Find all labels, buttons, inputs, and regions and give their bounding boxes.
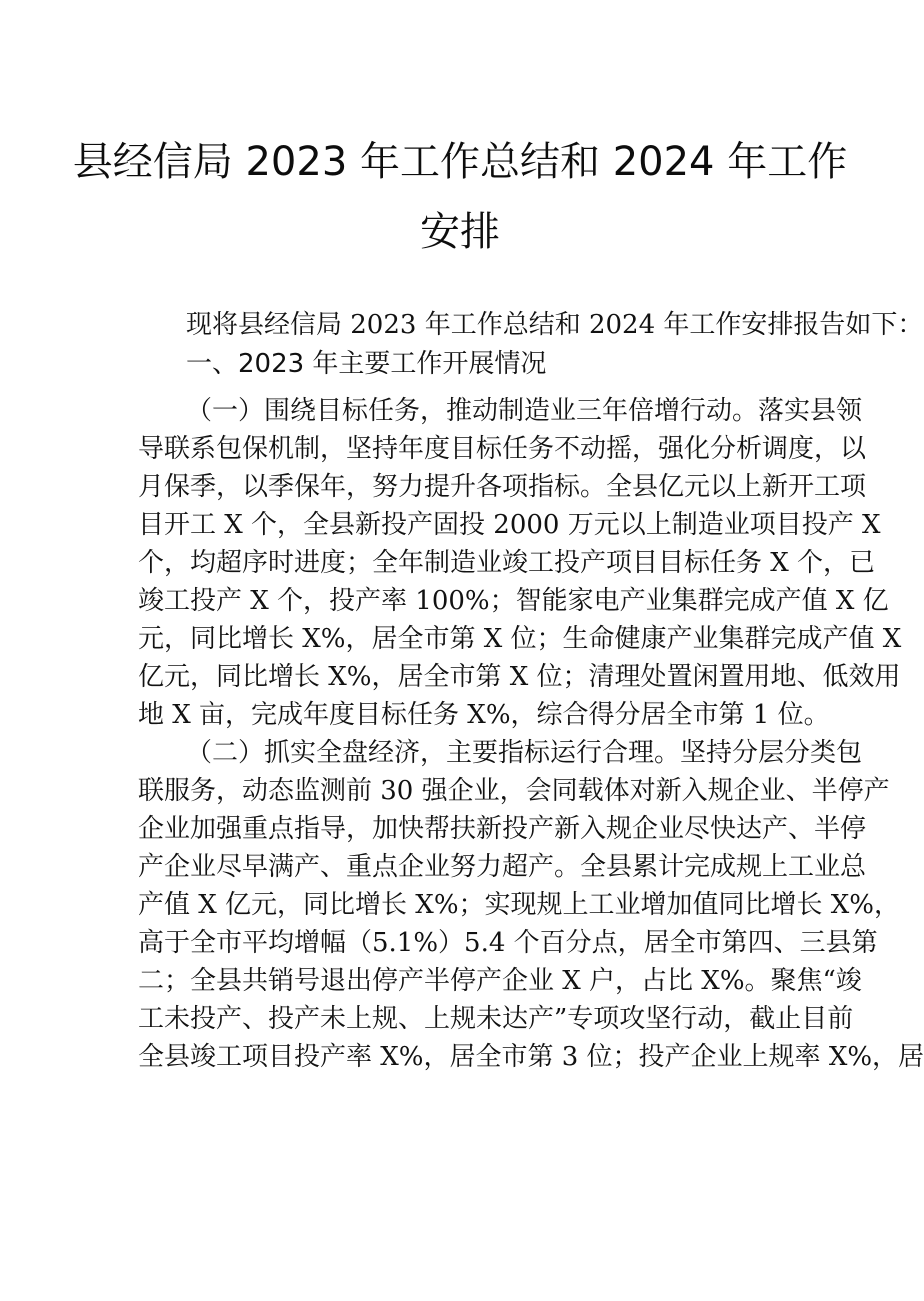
paragraph-1-line: （一）围绕目标任务，推动制造业三年倍增行动。落实县领 xyxy=(186,396,863,426)
paragraph-1-line: 地 X 亩，完成年度目标任务 X%，综合得分居全市第 1 位。 xyxy=(138,700,830,730)
paragraph-2-line: 全县竣工项目投产率 X%，居全市第 3 位；投产企业上规率 X%，居 xyxy=(138,1042,924,1072)
paragraph-2-line: 二；全县共销号退出停产半停产企业 X 户，占比 X%。聚焦“竣 xyxy=(138,966,862,996)
paragraph-2-line: 产企业尽早满产、重点企业努力超产。全县累计完成规上工业总 xyxy=(138,852,867,882)
paragraph-1-line: 导联系包保机制，坚持年度目标任务不动摇，强化分析调度，以 xyxy=(138,434,867,464)
intro-paragraph: 现将县经信局 2023 年工作总结和 2024 年工作安排报告如下： xyxy=(186,310,924,340)
document-title-line-2: 安排 xyxy=(420,209,500,255)
paragraph-1-line: 月保季，以季保年，努力提升各项指标。全县亿元以上新开工项 xyxy=(138,472,867,502)
paragraph-2-line: 企业加强重点指导，加快帮扶新投产新入规企业尽快达产、半停 xyxy=(138,814,867,844)
paragraph-2-line: 工未投产、投产未上规、上规未达产”专项攻坚行动，截止目前 xyxy=(138,1004,854,1034)
paragraph-2-line: 联服务，动态监测前 30 强企业，会同载体对新入规企业、半停产 xyxy=(138,776,890,806)
paragraph-1-line: 目开工 X 个，全县新投产固投 2000 万元以上制造业项目投产 X xyxy=(138,510,881,540)
paragraph-2-line: 高于全市平均增幅（5.1%）5.4 个百分点，居全市第四、三县第 xyxy=(138,928,878,958)
paragraph-1-line: 元，同比增长 X%，居全市第 X 位；生命健康产业集群完成产值 X xyxy=(138,624,902,654)
paragraph-1-line: 个，均超序时进度；全年制造业竣工投产项目目标任务 X 个，已 xyxy=(138,548,876,578)
paragraph-1-line: 亿元，同比增长 X%，居全市第 X 位；清理处置闲置用地、低效用 xyxy=(138,662,901,692)
paragraph-1-line: 竣工投产 X 个，投产率 100%；智能家电产业集群完成产值 X 亿 xyxy=(138,586,889,616)
paragraph-2-line: （二）抓实全盘经济，主要指标运行合理。坚持分层分类包 xyxy=(186,738,863,768)
section-heading: 一、2023 年主要工作开展情况 xyxy=(186,349,547,379)
paragraph-2-line: 产值 X 亿元，同比增长 X%；实现规上工业增加值同比增长 X%， xyxy=(138,890,900,920)
document-title-line-1: 县经信局 2023 年工作总结和 2024 年工作 xyxy=(72,139,848,185)
